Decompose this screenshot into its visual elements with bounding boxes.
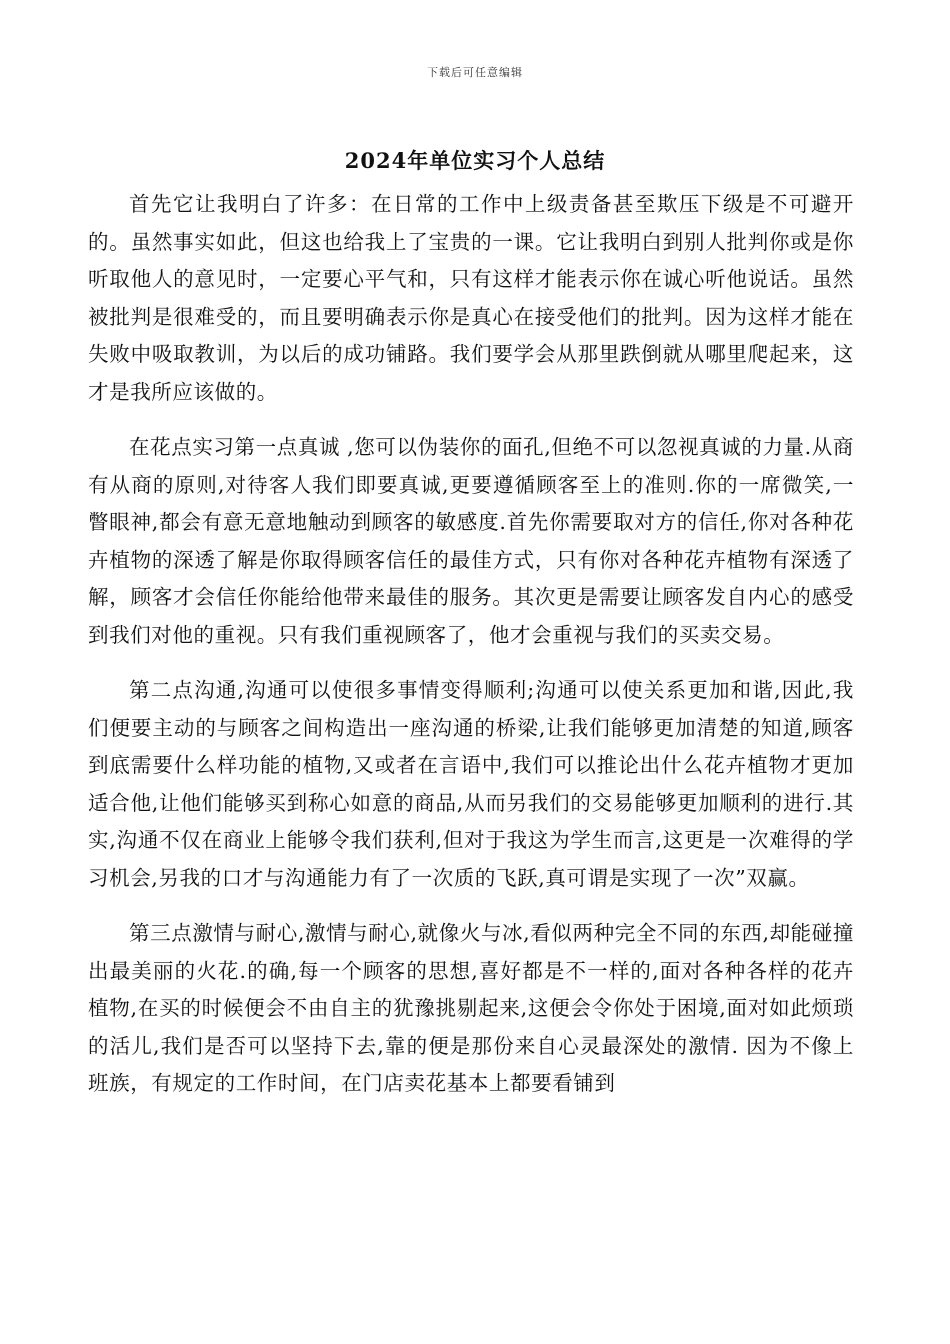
paragraph: 在花点实习第一点真诚 ,您可以伪装你的面孔,但绝不可以忽视真诚的力量.从商有从商的原则,对待客人我们即要真诚,更要遵循顾客至上的准则.你的一席微笑,一瞥眼神,都会有意无意地触动到顾客的敏感度.首先你需要取对方的信任,你对各种花卉植物的深透了解是你取得顾客信任的最佳方式，只有你对各种花卉植物有深透了解，顾客才会信任你能给他带来最佳的服务。其次更是需要让顾客发自内心的感受到我们对他的重视。只有我们重视顾客了，他才会重视与我们的买卖交易。	[88, 435, 854, 647]
paragraph: 首先它让我明白了许多：在日常的工作中上级责备甚至欺压下级是不可避开的。虽然事实如此，但这也给我上了宝贵的一课。它让我明白到别人批判你或是你听取他人的意见时，一定要心平气和，只有这样才能表示你在诚心听他说话。虽然被批判是很难受的，而且要明确表示你是真心在接受他们的批判。因为这样才能在失败中吸取教训，为以后的成功铺路。我们要学会从那里跌倒就从哪里爬起来，这才是我所应该做的。	[88, 192, 854, 404]
document-title: 2024年单位实习个人总结	[344, 148, 606, 173]
paragraph: 第三点激情与耐心,激情与耐心,就像火与冰,看似两种完全不同的东西,却能碰撞出最美丽的火花.的确,每一个顾客的思想,喜好都是不一样的,面对各种各样的花卉植物,在买的时候便会不由自主的犹豫挑剔起来,这便会令你处于困境,面对如此烦琐的活儿,我们是否可以坚持下去,靠的便是那份来自心灵最深处的激情. 因为不像上班族，有规定的工作时间，在门店卖花基本上都要看铺到	[88, 921, 854, 1095]
paragraph: 第二点沟通,沟通可以使很多事情变得顺利;沟通可以使关系更加和谐,因此,我们便要主动的与顾客之间构造出一座沟通的桥梁,让我们能够更加清楚的知道,顾客到底需要什么样功能的植物,又或者在言语中,我们可以推论出什么花卉植物才更加适合他,让他们能够买到称心如意的商品,从而另我们的交易能够更加顺利的进行.其实,沟通不仅在商业上能够令我们获利,但对于我这为学生而言,这更是一次难得的学习机会,另我的口才与沟通能力有了一次质的飞跃,真可谓是实现了一次”双赢。	[88, 678, 854, 890]
header-note: 下载后可任意编辑	[427, 66, 523, 79]
document-body	[88, 186, 854, 1121]
